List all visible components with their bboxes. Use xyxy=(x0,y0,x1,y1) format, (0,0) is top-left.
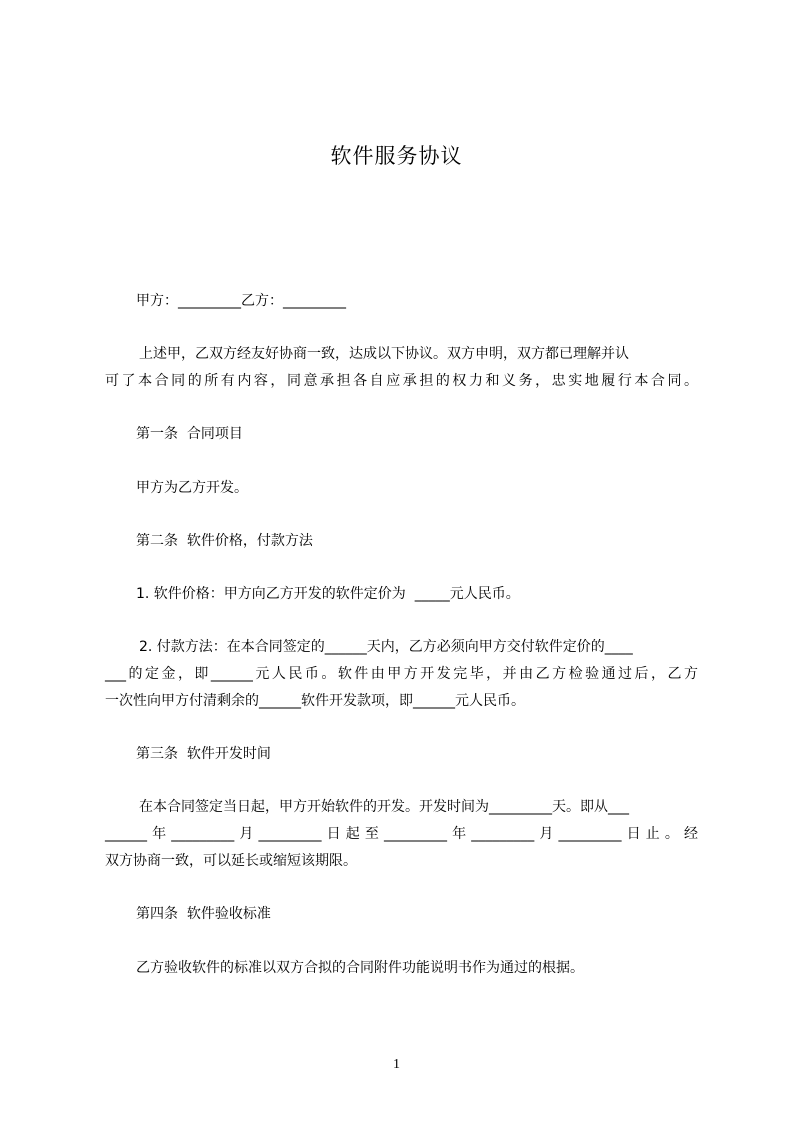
article2-payment-line-1: 2. 付款方法：在本合同签定的______天内，乙方必须向甲方交付软件定价的____ xyxy=(139,639,633,655)
article2-payment-line-2: ___的定金，即______元人民币。软件由甲方开发完毕，并由乙方检验通过后，乙方 xyxy=(105,666,698,682)
article4-body: 乙方验收软件的标准以双方合拟的合同附件功能说明书作为通过的根据。 xyxy=(136,960,584,976)
intro-line-2: 可了本合同的所有内容，同意承担各自应承担的权力和义务，忠实地履行本合同。 xyxy=(105,373,698,389)
article1-body: 甲方为乙方开发。 xyxy=(136,480,248,496)
article2-price: 1. 软件价格：甲方向乙方开发的软件定价为 _____元人民币。 xyxy=(136,586,520,602)
intro-line-1: 上述甲，乙双方经友好协商一致，达成以下协议。双方申明，双方都已理解并认 xyxy=(139,346,629,362)
article2-heading: 第二条 软件价格，付款方法 xyxy=(136,533,313,549)
article3-body-line-2: ______年_________月_________日起至_________年_________月_________日止。经 xyxy=(105,826,698,842)
article3-body-line-1: 在本合同签定当日起，甲方开始软件的开发。开发时间为_________天。即从___ xyxy=(139,799,629,815)
article4-heading: 第四条 软件验收标准 xyxy=(136,906,271,922)
article3-heading: 第三条 软件开发时间 xyxy=(136,746,271,762)
article1-heading: 第一条 合同项目 xyxy=(136,426,243,442)
article2-payment-line-3: 一次性向甲方付清剩余的______软件开发款项，即______元人民币。 xyxy=(105,693,525,709)
article3-body-line-3: 双方协商一致，可以延长或缩短该期限。 xyxy=(105,853,357,869)
page-number: 1 xyxy=(393,1057,400,1072)
document-title: 软件服务协议 xyxy=(330,144,463,168)
parties-line: 甲方：_________乙方：_________ xyxy=(136,293,346,309)
